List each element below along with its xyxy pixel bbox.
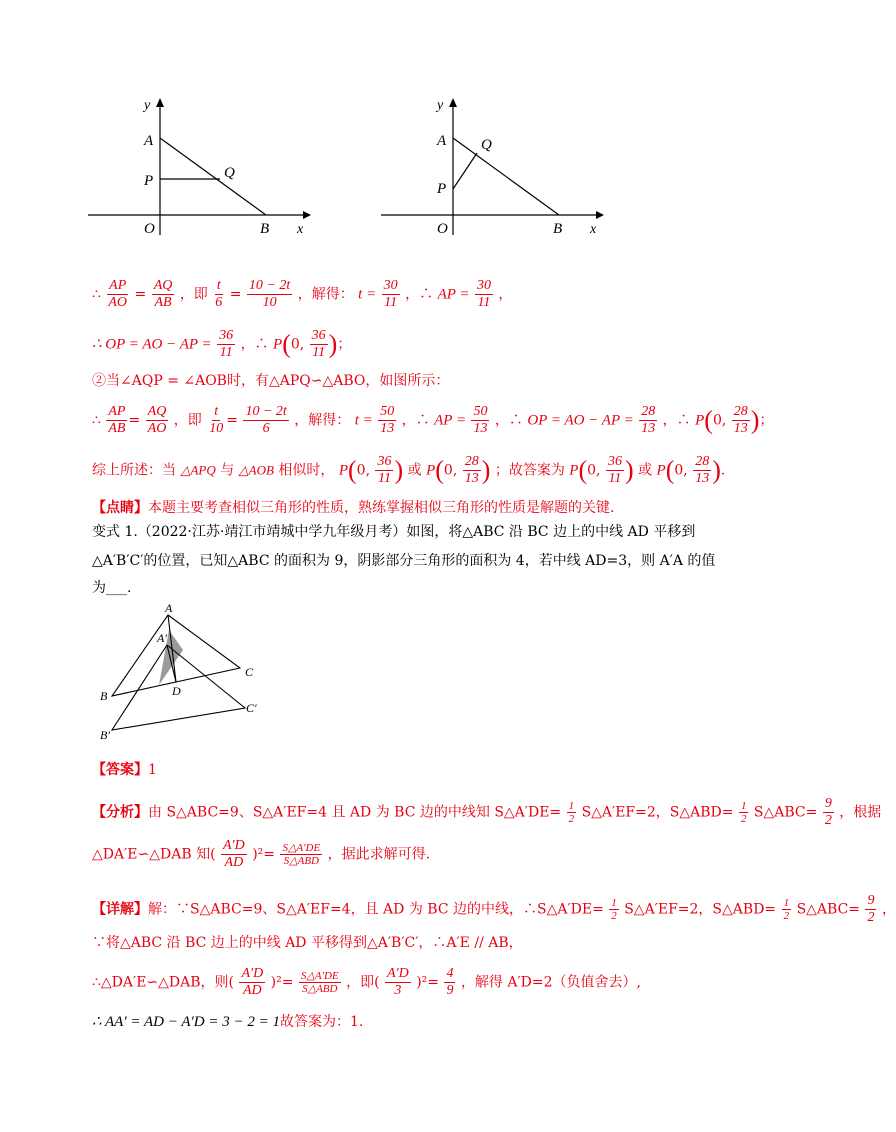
svg-text:B′: B′ [100, 728, 110, 742]
label-y: y [144, 98, 151, 113]
label-x: x [590, 222, 597, 237]
analysis-line-1: 【分析】由 S△ABC=9、S△A′EF=4 且 AD 为 BC 边的中线知 S△A′DE= $\frac{1}{2}$ S△A′EF=2，S△ABD= $\frac{1}{2}$ S△ABC= $\frac{9}{2}$ ，根据 [92, 796, 882, 828]
solution-line-5: 综上所述：当 △APQ 与 △AOB 相似时， P(0, $\frac{36}{11}$ ) 或 P(0, $\frac{28}{13}$ ) ；故答案为 P(0, $\frac{36}{11}$ ) 或 P(0, $\frac{28}{13}$ ). [92, 454, 726, 486]
label-a: A [437, 133, 447, 149]
solution-line-3: ②当∠AQP = ∠AOB时，有△APQ∽△ABO，如图所示： [92, 373, 450, 389]
question-line-1: 变式 1.（2022·江苏·靖江市靖城中学九年级月考）如图，将△ABC 沿 BC 边上的中线 AD 平移到 [92, 524, 696, 540]
label-q: Q [481, 137, 492, 153]
segment-ab [160, 138, 266, 215]
question-line-2: △A′B′C′的位置，已知△ABC 的面积为 9，阴影部分三角形的面积为 4，若中线 AD=3，则 A′A 的值 [92, 553, 716, 569]
label-o: O [144, 221, 155, 237]
label-x: x [297, 222, 304, 237]
label-y: y [437, 98, 444, 113]
solution-line-2: ∴ OP = AO − AP = $\frac{36}{11}$ ，∴ P(0, $\frac{36}{11}$ )； [92, 328, 352, 360]
figure-3-translated-triangles [95, 600, 275, 745]
svg-text:A: A [165, 601, 173, 615]
detail-line-1: 【详解】解：∵S△ABC=9、S△A′EF=4，且 AD 为 BC 边的中线，∴S△A′DE= $\frac{1}{2}$ S△A′EF=2，S△ABD= $\frac{1}{2}$ S△ABC= $\frac{9}{2}$ ， [92, 893, 896, 925]
svg-text:C′: C′ [246, 701, 257, 715]
figure-2-coordinate-diagram [381, 95, 611, 240]
label-b: B [553, 221, 563, 237]
detail-line-2: ∵将△ABC 沿 BC 边上的中线 AD 平移得到△A′B′C′，∴A′E // AB， [92, 935, 523, 951]
svg-text:B: B [100, 689, 108, 703]
label-b: B [260, 221, 270, 237]
analysis-line-2: △DA′E∽△DAB 知( $\frac{A'D}{AD}$ )²= $\frac{S\triangle A'DE}{\text{S△ABD}}$ ，据此求解可得. [92, 838, 431, 870]
label-a: A [144, 133, 154, 149]
answer-line: 【答案】1 [92, 762, 157, 778]
label-o: O [437, 221, 448, 237]
svg-text:D: D [172, 684, 181, 698]
detail-line-3: ∴△DA′E∽△DAB，则( $\frac{A'D}{AD}$ )²= $\frac{S\triangle A'DE}{\text{S△ABD}}$ ，即( $\frac{A'D}{3}$ )²= $\frac{4}{9}$ ，解得 A′D=2（负值舍去）, [92, 966, 641, 998]
label-p: P [144, 173, 154, 189]
detail-line-4: ∴ AA′ = AD − A′D = 3 − 2 = 1故答案为：1. [92, 1014, 364, 1030]
figure-1-coordinate-diagram [88, 95, 318, 240]
solution-line-4: ∴ $\frac{AP}{AB}$ = $\frac{AQ}{AO}$ ，即 $\frac{t}{10}$ = $\frac{10 - 2t}{6}$ ，解得： t = $\frac{50}{13}$ ，∴ AP = $\frac{50}{13}$ ，∴ OP = AO − AP = $\frac{28}{13}$ ，∴ P(0, $\frac{28}{13}$ )； [92, 404, 774, 436]
solution-line-1: ∴ $\frac{AP}{AO}$ = $\frac{AQ}{AB}$ ，即 $\frac{t}{6}$ = $\frac{10 - 2t}{10}$ ，解得： t = $\frac{30}{11}$ ，∴ AP = $\frac{30}{11}$ ， [92, 278, 513, 310]
key-point-note: 【点睛】本题主要考查相似三角形的性质，熟练掌握相似三角形的性质是解题的关键. [92, 500, 615, 516]
svg-text:A′: A′ [157, 631, 167, 645]
svg-text:C: C [245, 665, 254, 679]
question-line-3: 为___. [92, 580, 132, 596]
label-q: Q [224, 165, 235, 181]
label-p: P [437, 181, 447, 197]
